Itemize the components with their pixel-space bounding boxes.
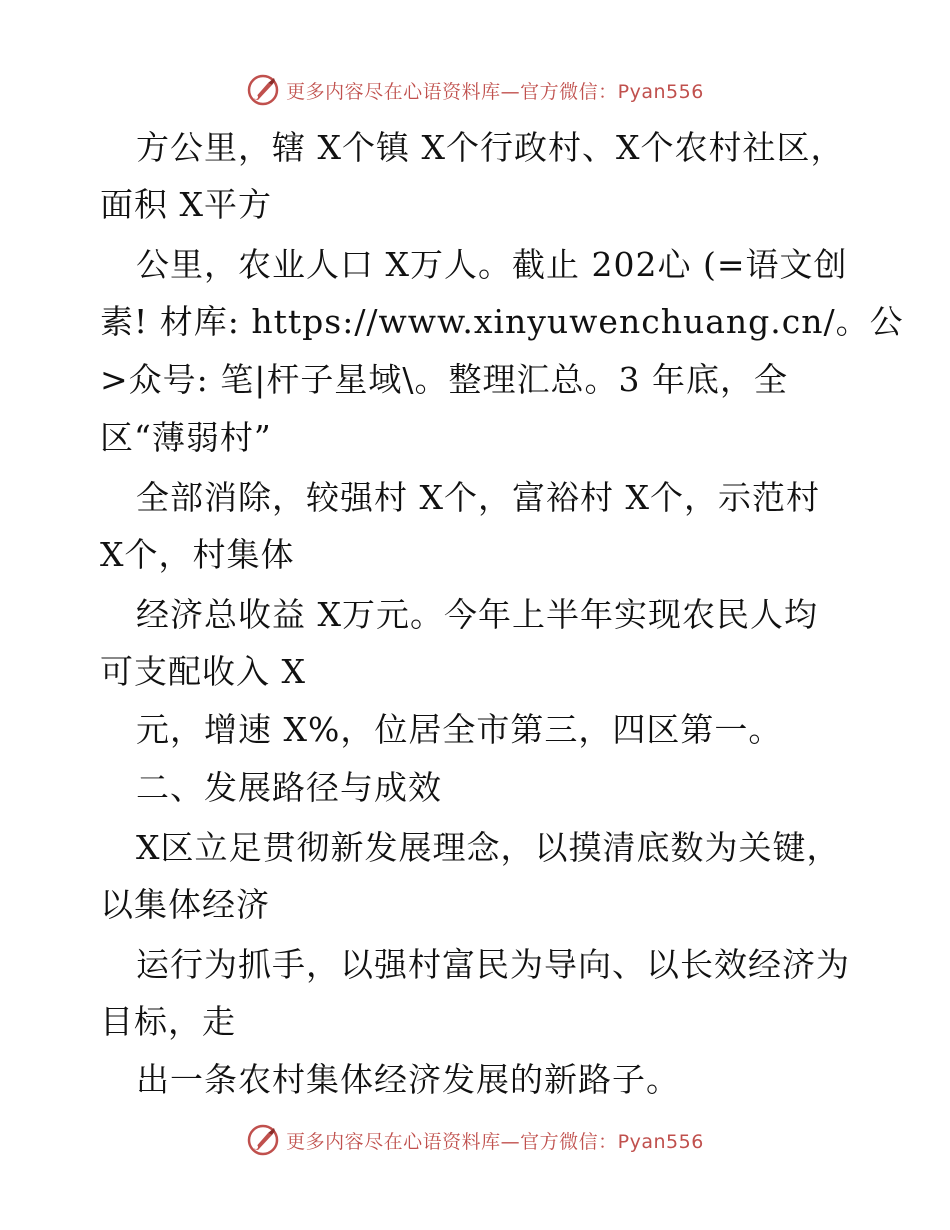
paragraph-line: X个，村集体 <box>100 535 295 574</box>
paragraph-line: >众号: 笔|杆子星域\。整理汇总。3 年底，全 <box>100 360 788 399</box>
quill-pen-logo-icon <box>246 1123 280 1157</box>
paragraph-line: X区立足贯彻新发展理念，以摸清底数为关键， <box>136 828 841 867</box>
footer-banner <box>0 1120 950 1160</box>
paragraph-line: 区“薄弱村” <box>100 418 272 457</box>
paragraph-line: 方公里，辖 X个镇 X个行政村、X个农村社区， <box>136 128 845 167</box>
paragraph-line: 公里，农业人口 X万人。截止 202心 (=语文创 <box>136 245 848 284</box>
paragraph-line: 目标，走 <box>100 1002 236 1041</box>
banner-text: 更多内容尽在心语资料库—官方微信：Pyan556 <box>286 1130 704 1153</box>
paragraph-line: 出一条农村集体经济发展的新路子。 <box>136 1060 680 1099</box>
paragraph-line: 经济总收益 X万元。今年上半年实现农民人均 <box>136 595 818 634</box>
paragraph-line: 以集体经济 <box>100 885 270 924</box>
section-heading: 二、发展路径与成效 <box>136 768 442 807</box>
paragraph-line: 素! 材库: https://www.xinyuwenchuang.cn/。公 <box>100 302 904 341</box>
header-banner <box>0 70 950 110</box>
quill-pen-logo-icon <box>246 73 280 107</box>
paragraph-line: 面积 X平方 <box>100 185 272 224</box>
paragraph-line: 全部消除，较强村 X个，富裕村 X个，示范村 <box>136 478 820 517</box>
paragraph-line: 运行为抓手，以强村富民为导向、以长效经济为 <box>136 945 850 984</box>
paragraph-line: 可支配收入 X <box>100 652 306 691</box>
banner-text: 更多内容尽在心语资料库—官方微信：Pyan556 <box>286 80 704 103</box>
paragraph-line: 元，增速 X%，位居全市第三，四区第一。 <box>136 710 783 749</box>
